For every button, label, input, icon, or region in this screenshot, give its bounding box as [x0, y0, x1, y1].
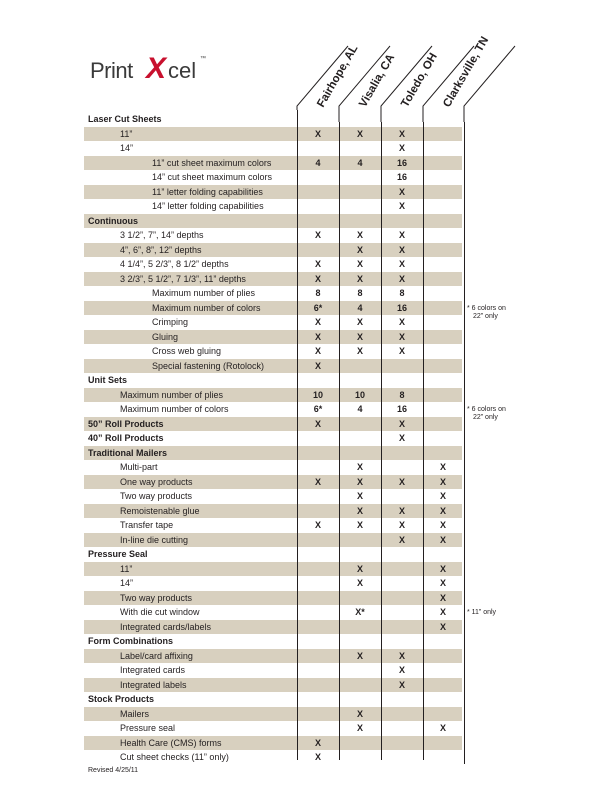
cell-mark: X	[314, 273, 321, 284]
location-toledo: Toledo, OH	[399, 51, 440, 110]
side-note-line: 22” only	[473, 312, 498, 320]
section-heading: Unit Sets	[88, 375, 128, 385]
cell-mark: X	[356, 462, 363, 472]
cell-mark: X	[398, 259, 405, 269]
cell-mark: X	[356, 505, 363, 516]
cell-mark: X	[356, 346, 363, 356]
cell-mark: 8	[399, 389, 405, 400]
cell-mark: X	[356, 331, 363, 342]
table-row	[84, 388, 462, 403]
side-note	[467, 609, 496, 617]
table-row	[84, 721, 462, 736]
table-row	[84, 750, 462, 765]
cell-mark: X	[398, 534, 405, 545]
table-row	[84, 243, 462, 258]
table-row	[84, 141, 462, 156]
cell-mark: X	[398, 143, 405, 153]
cell-mark: X	[398, 128, 405, 139]
row-label: 14” letter folding capabilities	[152, 201, 264, 211]
row-label: Cut sheet checks (11” only)	[120, 752, 229, 762]
row-label: Two way products	[120, 491, 193, 501]
location-fairhope: Fairhope, AL	[315, 43, 361, 110]
cell-mark: X	[356, 520, 363, 530]
cell-mark: X	[356, 708, 363, 719]
table-row	[84, 649, 462, 664]
cell-mark: X	[314, 331, 321, 342]
section-row	[84, 634, 462, 649]
table-row	[84, 736, 462, 751]
cell-mark: 4	[357, 404, 363, 414]
cell-mark: X	[398, 273, 405, 284]
row-label: 14”	[120, 578, 134, 588]
side-note	[467, 406, 506, 422]
side-note-line: * 6 colors on	[467, 406, 506, 413]
row-label: Maximum number of colors	[120, 404, 229, 414]
table-row	[84, 489, 462, 504]
cell-mark: X	[439, 476, 446, 487]
cell-mark: X	[398, 186, 405, 197]
cell-mark: X	[356, 578, 363, 588]
location-visalia: Visalia, CA	[357, 52, 398, 110]
row-label: Maximum number of plies	[152, 288, 256, 298]
row-label: 11” letter folding capabilities	[152, 186, 263, 197]
table-row	[84, 301, 462, 316]
section-row	[84, 547, 462, 562]
section-heading: Stock Products	[88, 694, 155, 704]
cell-mark: X	[398, 230, 405, 240]
row-label: Maximum number of plies	[120, 389, 224, 400]
row-label: Integrated labels	[120, 679, 187, 690]
table-row	[84, 707, 462, 722]
cell-mark: X	[314, 752, 321, 762]
cell-mark: X	[314, 476, 321, 487]
cell-mark: 4	[315, 157, 321, 168]
row-label: Health Care (CMS) forms	[120, 737, 222, 748]
cell-mark: X	[314, 360, 321, 371]
table-row	[84, 359, 462, 374]
table-row	[84, 591, 462, 606]
section-heading: Continuous	[88, 215, 138, 226]
cell-mark: X	[356, 317, 363, 327]
table-row	[84, 330, 462, 345]
table-row	[84, 576, 462, 591]
table-row	[84, 286, 462, 301]
cell-mark: X	[398, 476, 405, 487]
section-heading: 40” Roll Products	[88, 433, 164, 443]
cell-mark: X	[356, 128, 363, 139]
cell-mark: X	[398, 520, 405, 530]
table-row	[84, 533, 462, 548]
cell-mark: X	[314, 230, 321, 240]
table-row	[84, 605, 462, 620]
row-label: Gluing	[152, 331, 179, 342]
cell-mark: X	[356, 491, 363, 501]
row-label: 3 2/3”, 5 1/2”, 7 1/3”, 11” depths	[120, 273, 246, 284]
row-label: Pressure seal	[120, 723, 176, 733]
cell-mark: X	[356, 723, 363, 733]
cell-mark: 16	[396, 404, 407, 414]
revised-date: Revised 4/25/11	[88, 767, 139, 774]
location-clarksville: Clarksville, TN	[441, 34, 492, 110]
table-row	[84, 663, 462, 678]
cell-mark: X	[398, 317, 405, 327]
table-row	[84, 272, 462, 287]
cell-mark: X	[314, 520, 321, 530]
row-label: 3 1/2”, 7”, 14” depths	[120, 230, 204, 240]
cell-mark: X	[439, 462, 446, 472]
row-label: 14”	[120, 143, 134, 153]
cell-mark: X	[314, 128, 321, 139]
cell-mark: 8	[357, 288, 363, 298]
side-note	[467, 305, 506, 321]
row-label: One way products	[120, 476, 193, 487]
section-row	[84, 112, 462, 127]
row-label: Transfer tape	[120, 520, 174, 530]
cell-mark: X	[439, 621, 446, 632]
row-label: In-line die cutting	[120, 534, 189, 545]
cell-mark: X	[398, 201, 405, 211]
table-row	[84, 402, 462, 417]
cell-mark: X	[356, 650, 363, 661]
cell-mark: X	[356, 476, 363, 487]
cell-mark: X	[314, 317, 321, 327]
cell-mark: 10	[354, 389, 365, 400]
cell-mark: X	[356, 244, 363, 255]
table-row	[84, 504, 462, 519]
row-label: 4 1/4”, 5 2/3”, 8 1/2” depths	[120, 259, 229, 269]
row-label: With die cut window	[120, 607, 200, 617]
column-divider	[339, 122, 340, 760]
table-row	[84, 460, 462, 475]
cell-mark: X	[398, 650, 405, 661]
section-row	[84, 692, 462, 707]
cell-mark: 4	[357, 302, 363, 313]
section-row	[84, 373, 462, 388]
cell-mark: 6*	[313, 404, 323, 414]
cell-mark: 4	[357, 157, 363, 168]
cell-mark: X	[439, 520, 446, 530]
side-note-line: * 6 colors on	[467, 304, 506, 312]
cell-mark: X	[439, 607, 446, 617]
cell-mark: X	[356, 230, 363, 240]
cell-mark: X*	[355, 607, 365, 617]
column-divider	[423, 122, 424, 760]
column-divider	[464, 122, 465, 764]
cell-mark: X	[314, 418, 321, 429]
cell-mark: X	[356, 563, 363, 574]
section-row	[84, 214, 462, 229]
table-row	[84, 185, 462, 200]
table-row	[84, 156, 462, 171]
row-label: Integrated cards/labels	[120, 621, 212, 632]
column-divider	[297, 110, 298, 760]
logo-print: Print	[90, 58, 133, 83]
cell-mark: 16	[396, 302, 407, 313]
row-label: Two way products	[120, 592, 193, 603]
cell-mark: X	[439, 505, 446, 516]
row-label: 4”, 6”, 8”, 12” depths	[120, 244, 202, 255]
row-label: Mailers	[120, 708, 150, 719]
cell-mark: X	[439, 592, 446, 603]
table-row	[84, 228, 462, 243]
logo-trademark: ™	[200, 56, 206, 62]
cell-mark: X	[314, 259, 321, 269]
row-label: 14” cut sheet maximum colors	[152, 172, 273, 182]
cell-mark: X	[398, 433, 405, 443]
cell-mark: 10	[312, 389, 323, 400]
cell-mark: X	[398, 418, 405, 429]
table-row	[84, 475, 462, 490]
cell-mark: X	[398, 505, 405, 516]
cell-mark: X	[439, 723, 446, 733]
row-label: 11”	[120, 563, 133, 574]
column-divider	[381, 122, 382, 760]
row-label: 11” cut sheet maximum colors	[152, 157, 272, 168]
cell-mark: X	[356, 259, 363, 269]
cell-mark: X	[439, 578, 446, 588]
table-row	[84, 678, 462, 693]
cell-mark: X	[398, 331, 405, 342]
section-row	[84, 446, 462, 461]
table-row	[84, 199, 462, 214]
row-label: Integrated cards	[120, 665, 186, 675]
cell-mark: X	[439, 534, 446, 545]
cell-mark: 8	[399, 288, 405, 298]
logo-cel: cel	[168, 58, 197, 83]
cell-mark: 16	[396, 157, 407, 168]
section-row	[84, 417, 462, 432]
cell-mark: X	[398, 244, 405, 255]
table-row	[84, 315, 462, 330]
cell-mark: X	[356, 273, 363, 284]
row-label: Cross web gluing	[152, 346, 222, 356]
cell-mark: X	[314, 346, 321, 356]
cell-mark: X	[398, 665, 405, 675]
cell-mark: 16	[396, 172, 407, 182]
table-row	[84, 518, 462, 533]
section-heading: Laser Cut Sheets	[88, 114, 162, 124]
row-label: Crimping	[152, 317, 189, 327]
table-row	[84, 127, 462, 142]
row-label: Maximum number of colors	[152, 302, 261, 313]
table-row	[84, 344, 462, 359]
cell-mark: X	[314, 737, 321, 748]
cell-mark: X	[398, 679, 405, 690]
cell-mark: X	[398, 346, 405, 356]
side-note-line: 22” only	[473, 414, 498, 421]
table-row	[84, 620, 462, 635]
table-row	[84, 562, 462, 577]
side-note-line: * 11” only	[467, 609, 497, 616]
section-heading: Form Combinations	[88, 636, 173, 646]
section-row	[84, 431, 462, 446]
row-label: 11”	[120, 128, 133, 139]
row-label: Remoistenable glue	[120, 505, 200, 516]
section-heading: Pressure Seal	[88, 549, 148, 559]
row-label: Special fastening (Rotolock)	[152, 360, 265, 371]
logo-x: X	[146, 52, 167, 85]
cell-mark: X	[439, 563, 446, 574]
table-row	[84, 170, 462, 185]
row-label: Label/card affixing	[120, 650, 193, 661]
row-label: Multi-part	[120, 462, 158, 472]
cell-mark: 8	[315, 288, 321, 298]
cell-mark: X	[439, 491, 446, 501]
cell-mark: 6*	[313, 302, 323, 313]
table-row	[84, 257, 462, 272]
section-heading: Traditional Mailers	[88, 447, 168, 458]
section-heading: 50” Roll Products	[88, 418, 164, 429]
